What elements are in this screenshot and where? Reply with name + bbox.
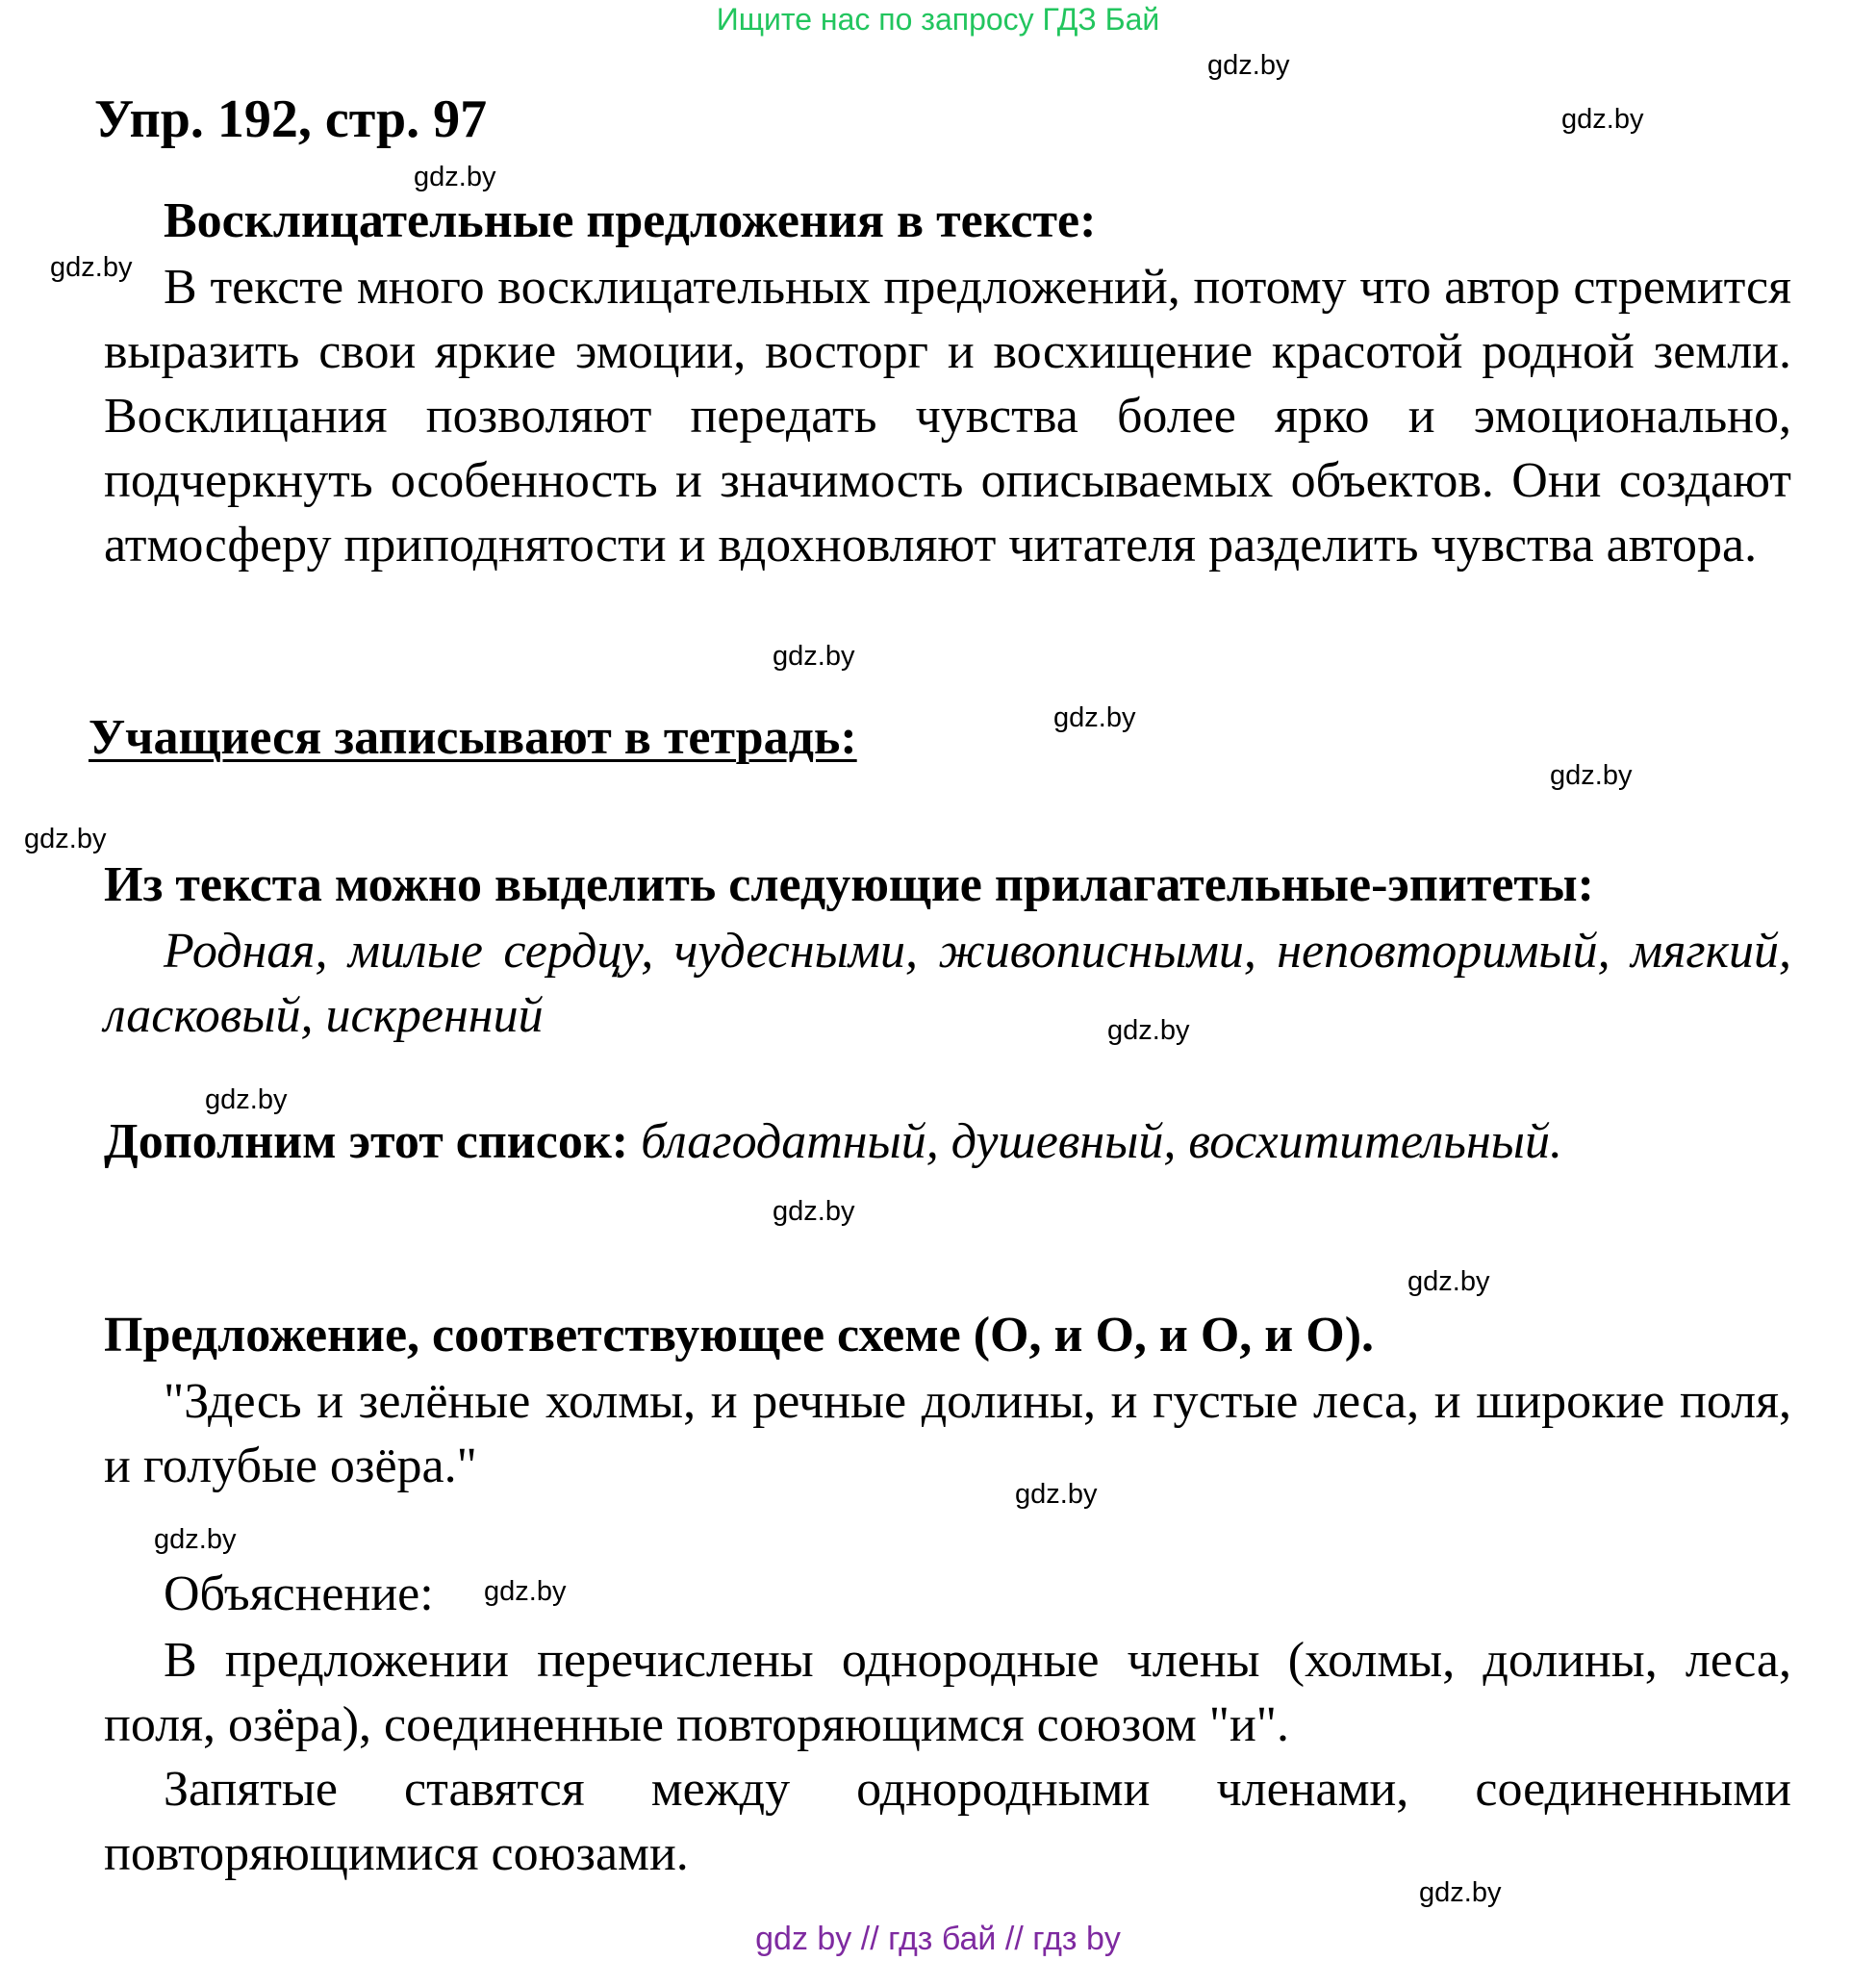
footer-links: gdz by // гдз бай // гдз by [755, 1921, 1121, 1957]
watermark: gdz.by [414, 162, 496, 192]
exclamatory-explanation-text: В тексте много восклицательных предложений, потому что автор стремится выразить свои яркие эмоции, восторг и восхищение красотой родной земли. Восклицания позволяют передать чувства более ярко и эмоционально, подчеркнуть особенность и значимость описываемых объектов. Они создают атмосферу приподнятости и вдохновляют читателя разделить чувства автора. [104, 260, 1791, 573]
watermark: gdz.by [773, 1196, 855, 1227]
watermark: gdz.by [1015, 1479, 1098, 1510]
addition-line [104, 1113, 1562, 1170]
watermark: gdz.by [1550, 760, 1633, 791]
watermark: gdz.by [24, 824, 107, 854]
watermark: gdz.by [1053, 702, 1136, 733]
explanation-text-1: В предложении перечислены однородные члены (холмы, долины, леса, поля, озёра), соединенные повторяющимся союзом "и". [104, 1633, 1791, 1752]
explanation-text-2: Запятые ставятся между однородными членами, соединенными повторяющимися союзами. [104, 1762, 1791, 1881]
watermark: gdz.by [50, 252, 133, 283]
watermark: gdz.by [1207, 50, 1290, 81]
watermark: gdz.by [773, 641, 855, 672]
notebook-heading: Учащиеся записывают в тетрадь: [89, 710, 857, 765]
scheme-sentence: "Здесь и зелёные холмы, и речные долины, и густые леса, и широкие поля, и голубые озёра." [104, 1374, 1791, 1493]
watermark: gdz.by [205, 1084, 288, 1115]
exercise-title: Упр. 192, стр. 97 [94, 89, 488, 149]
watermark: gdz.by [1407, 1266, 1490, 1297]
epithets-heading: Из текста можно выделить следующие прилагательные-эпитеты: [104, 857, 1594, 912]
watermark: gdz.by [154, 1524, 237, 1555]
addition-label: Дополним этот список: [104, 1114, 629, 1169]
section-heading-exclamatory: Восклицательные предложения в тексте: [164, 193, 1097, 248]
explanation-label: Объяснение: [164, 1566, 434, 1621]
epithets-list: Родная, милые сердцу, чудесными, живописными, неповторимый, мягкий, ласковый, искренний [104, 924, 1791, 1043]
watermark: gdz.by [1107, 1015, 1190, 1046]
top-banner: Ищите нас по запросу ГДЗ Бай [716, 2, 1160, 37]
addition-words: благодатный, душевный, восхитительный. [641, 1114, 1562, 1169]
scheme-heading: Предложение, соответствующее схеме (О, и О, и О, и О). [104, 1308, 1375, 1363]
watermark: gdz.by [1561, 104, 1644, 135]
watermark: gdz.by [484, 1576, 567, 1607]
watermark: gdz.by [1419, 1877, 1502, 1908]
